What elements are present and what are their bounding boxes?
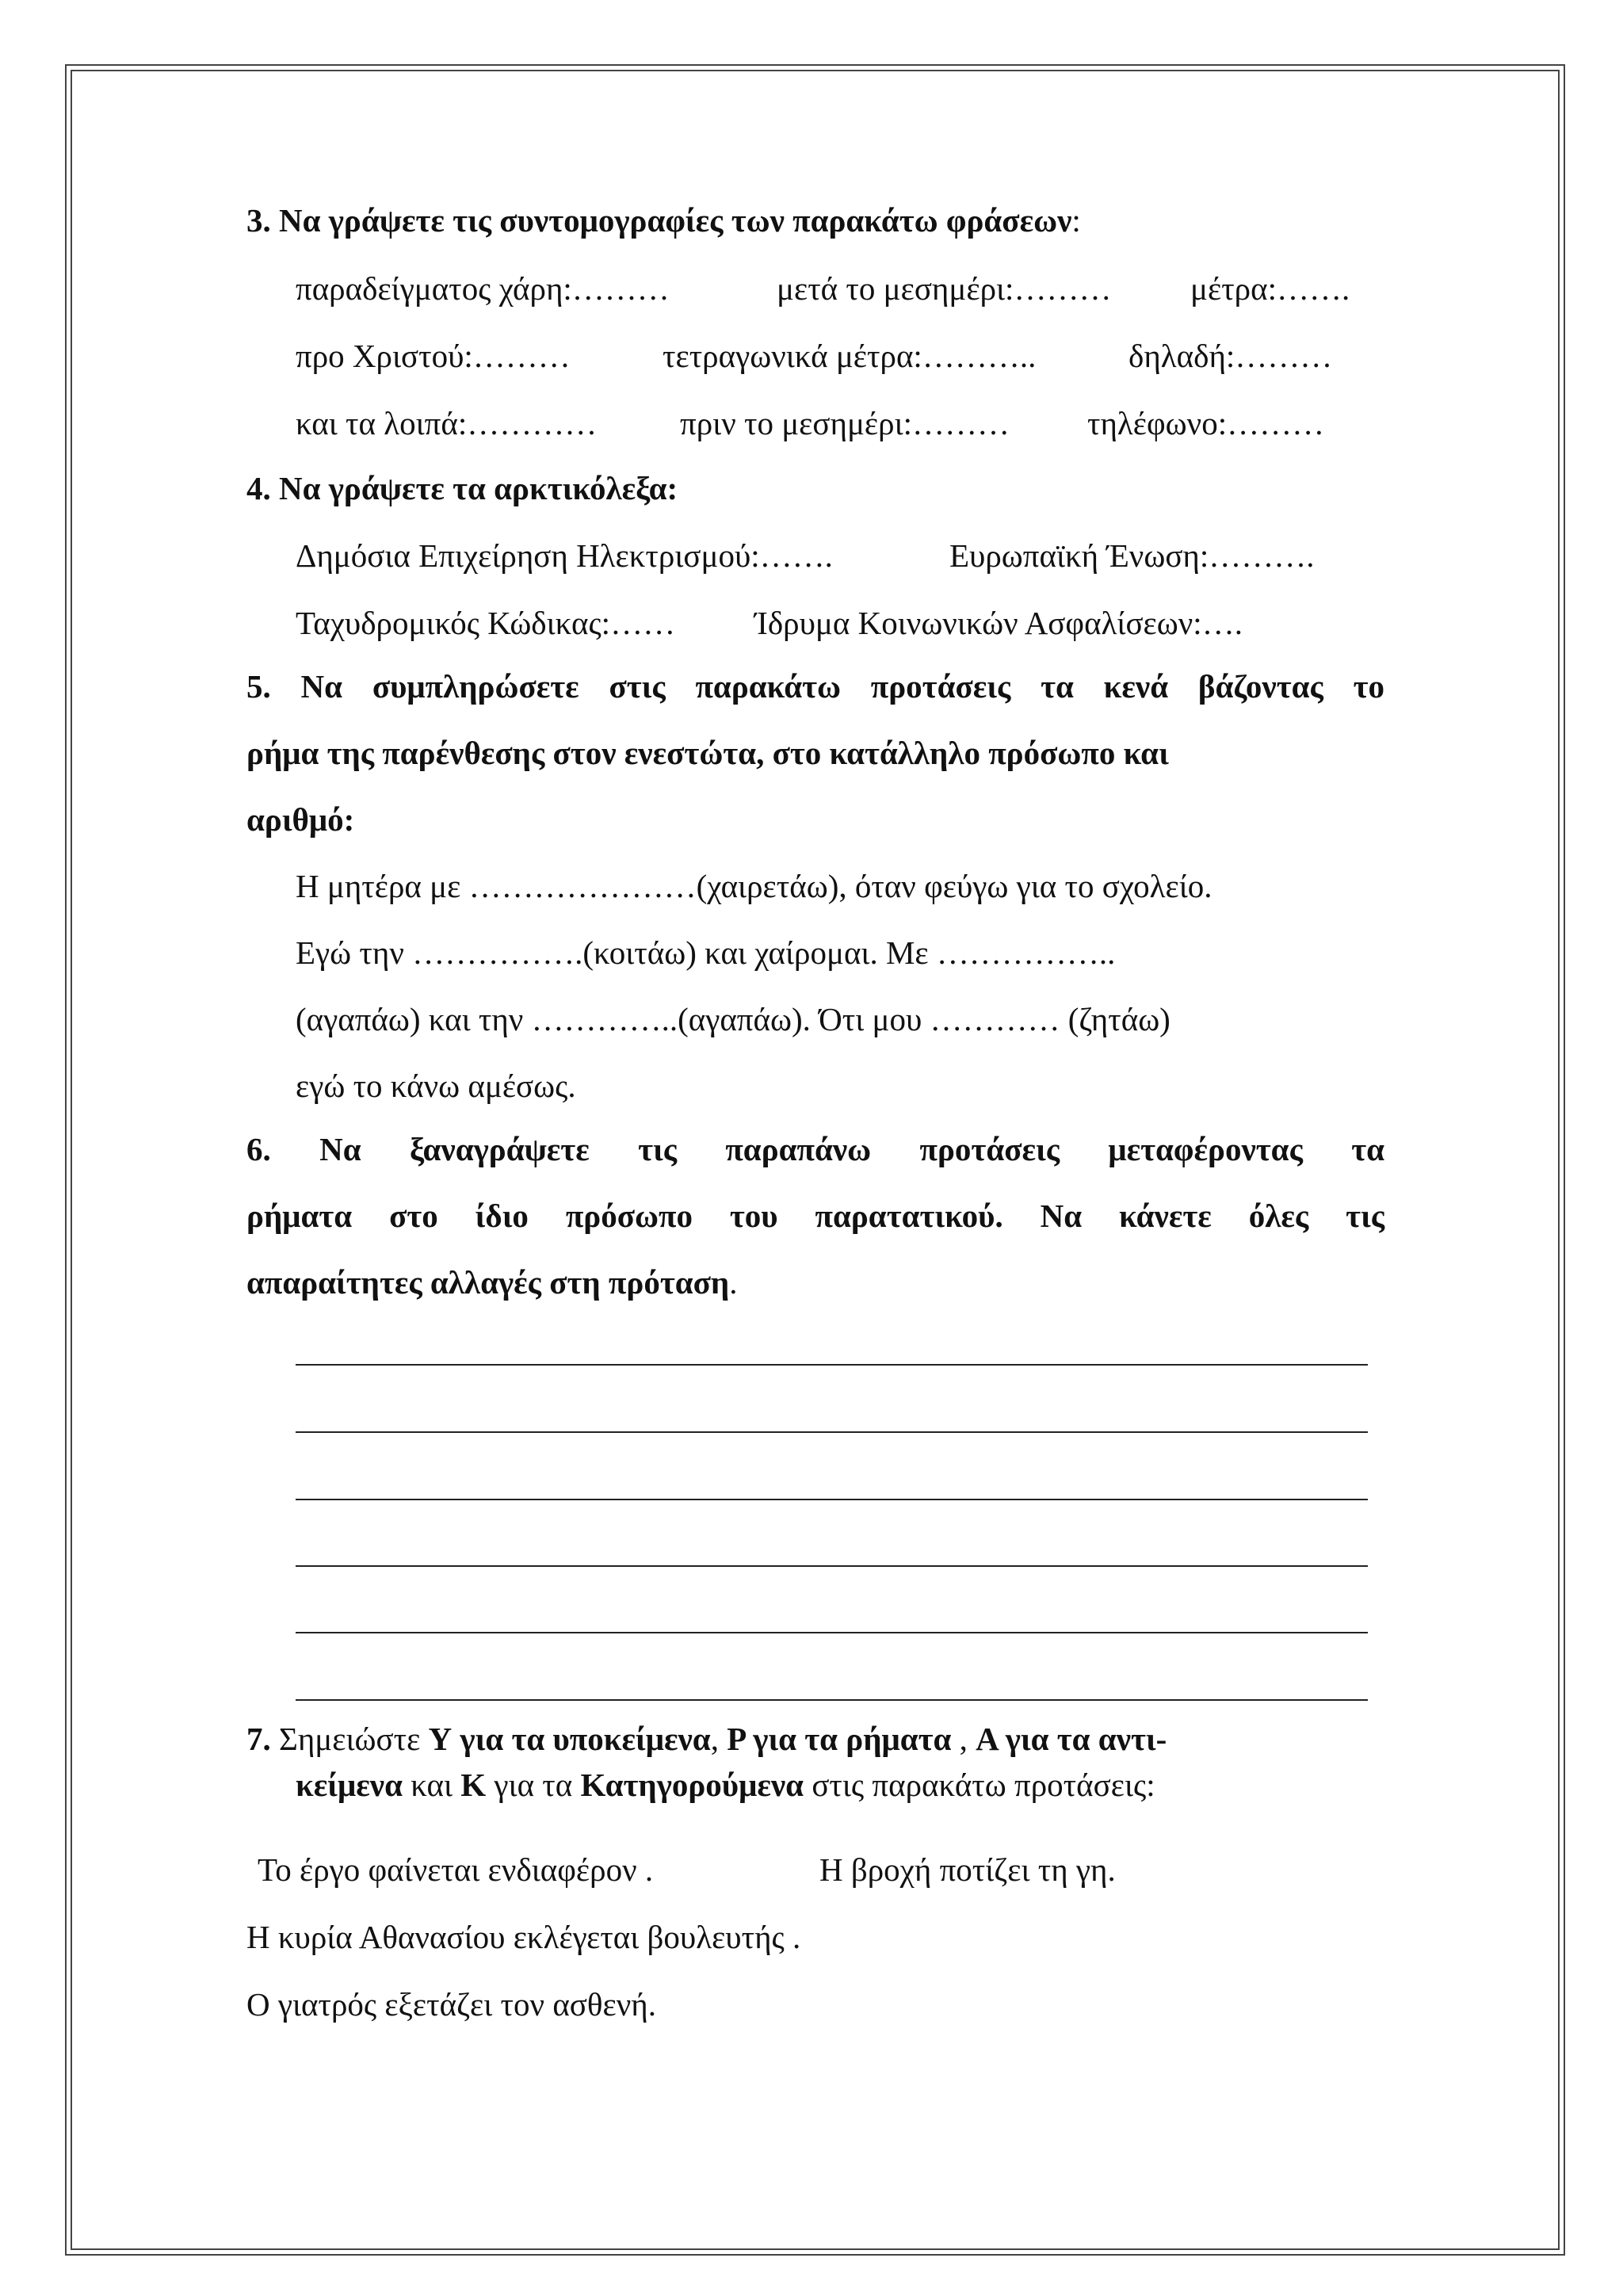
q3-item: τετραγωνικά μέτρα:……….. <box>663 338 1037 374</box>
q4-heading <box>246 469 678 507</box>
q6-title-line-3 <box>246 1263 737 1301</box>
answer-line[interactable] <box>296 1632 1368 1633</box>
q5-title-text-1: Να συμπληρώσετε στις παρακάτω προτάσεις τα κενά βάζοντας το <box>300 668 1385 705</box>
q7-number: 7. <box>246 1721 271 1757</box>
q4-item: Δημόσια Επιχείρηση Ηλεκτρισμού:……. <box>296 537 833 574</box>
answer-line[interactable] <box>296 1499 1368 1500</box>
q3-item: παραδείγματος χάρη:……… <box>296 270 670 307</box>
q4-title: Να γράψετε τα αρκτικόλεξα: <box>279 470 678 506</box>
q5-sentence: εγώ το κάνω αμέσως. <box>296 1068 576 1104</box>
q7-comma: , <box>951 1721 968 1757</box>
q3-item: μετά το μεσημέρι:……… <box>777 270 1112 307</box>
q7-sentence: Το έργο φαίνεται ενδιαφέρον . <box>258 1851 654 1888</box>
q7-predicate-word: Κατηγορούμενα <box>580 1767 804 1803</box>
answer-line[interactable] <box>296 1565 1368 1567</box>
q6-title-text-1: Να ξαναγράψετε τις παραπάνω προτάσεις μεταφέροντας τα <box>319 1131 1385 1167</box>
answer-line[interactable] <box>296 1699 1368 1701</box>
q4-item: Ευρωπαϊκή Ένωση:………. <box>949 537 1315 574</box>
q5-sentence: Η μητέρα με …………………(χαιρετάω), όταν φεύγω για το σχολείο. <box>296 868 1212 904</box>
q6-title-line-1 <box>246 1130 1384 1168</box>
q5-number: 5. <box>246 668 271 705</box>
q3-item: και τα λοιπά:………… <box>296 405 598 441</box>
q7-object-rule: Α για τα αντι- <box>976 1721 1167 1757</box>
q7-subject-rule: Υ για τα υποκείμενα <box>428 1721 711 1757</box>
q3-item: τηλέφωνο:……… <box>1087 405 1325 441</box>
q7-for-the: για τα <box>494 1767 573 1803</box>
q3-title-suffix: : <box>1071 202 1081 239</box>
q7-sentence: Ο γιατρός εξετάζει τον ασθενή. <box>246 1986 656 2023</box>
q3-item: δηλαδή:……… <box>1128 338 1333 374</box>
q5-sentence: (αγαπάω) και την …………..(αγαπάω). Ότι μου ………… (ζητάω) <box>296 1001 1170 1037</box>
q5-title-line-2: ρήμα της παρένθεσης στον ενεστώτα, στο κατάλληλο πρόσωπο και <box>246 735 1169 771</box>
q4-number: 4. <box>246 470 271 506</box>
q6-title-line-2: ρήματα στο ίδιο πρόσωπο του παρατατικού. Να κάνετε όλες τις <box>246 1198 1384 1234</box>
answer-line[interactable] <box>296 1431 1368 1433</box>
q6-number: 6. <box>246 1131 271 1167</box>
q4-item: Ίδρυμα Κοινωνικών Ασφαλίσεων:…. <box>754 605 1243 641</box>
q7-sentence: Η βροχή ποτίζει τη γη. <box>819 1851 1116 1888</box>
q7-heading-line-1 <box>246 1720 1167 1758</box>
q5-title-line-1 <box>246 667 1384 705</box>
q3-item: προ Χριστού:……… <box>296 338 571 374</box>
q7-comma: , <box>710 1721 719 1757</box>
q7-heading-line-2 <box>296 1766 1155 1804</box>
q5-title-line-3: αριθμό: <box>246 801 355 838</box>
q4-item: Ταχυδρομικός Κώδικας:…… <box>296 605 676 641</box>
q3-item: μέτρα:……. <box>1190 270 1350 307</box>
q3-item: πριν το μεσημέρι:……… <box>680 405 1010 441</box>
q7-object-rule-cont: κείμενα <box>296 1767 403 1803</box>
q7-verb-rule: Ρ για τα ρήματα <box>727 1721 952 1757</box>
q7-sentence: Η κυρία Αθανασίου εκλέγεται βουλευτής . <box>246 1919 801 1955</box>
q3-number: 3. <box>246 202 271 239</box>
q5-sentence: Εγώ την …………….(κοιτάω) και χαίρομαι. Με …………….. <box>296 934 1116 971</box>
q3-heading <box>246 201 1081 239</box>
q6-title-end: . <box>729 1264 738 1301</box>
q3-title: Να γράψετε τις συντομογραφίες των παρακάτω φράσεων <box>279 202 1072 239</box>
q7-intro: Σημειώστε <box>279 1721 421 1757</box>
q7-tail: στις παρακάτω προτάσεις: <box>812 1767 1155 1803</box>
q7-predicate-letter: Κ <box>460 1767 487 1803</box>
q6-title-text-3: απαραίτητες αλλαγές στη πρόταση <box>246 1264 730 1301</box>
answer-line[interactable] <box>296 1364 1368 1366</box>
q7-and: και <box>411 1767 453 1803</box>
